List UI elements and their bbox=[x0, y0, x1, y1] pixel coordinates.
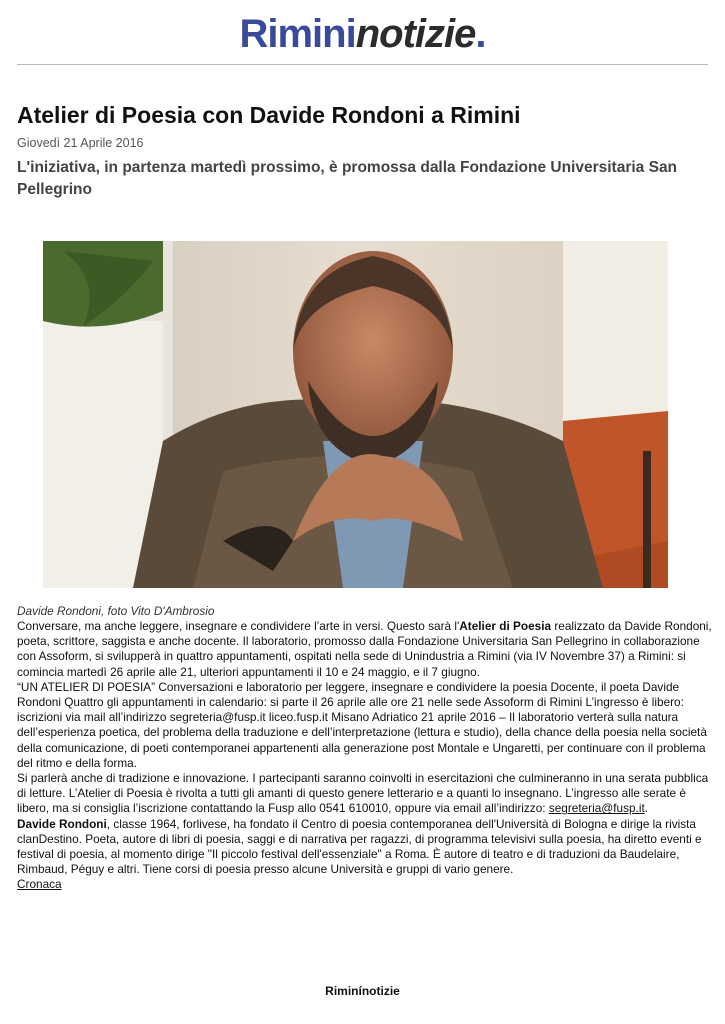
p1-text-a: Conversare, ma anche leggere, insegnare e condividere l’arte in versi. Questo sarà l' bbox=[17, 619, 460, 633]
article-body bbox=[17, 619, 717, 893]
article-subtitle: L'iniziativa, in partenza martedì prossimo, è promossa dalla Fondazione Universitaria San Pellegrino bbox=[17, 159, 678, 198]
footer-site-name: Riminínotizie bbox=[325, 984, 400, 998]
logo-dot: . bbox=[475, 12, 486, 56]
article-date: Giovedì 21 Aprile 2016 bbox=[17, 136, 144, 150]
article-title: Atelier di Poesia con Davide Rondoni a Rimini bbox=[17, 102, 521, 128]
category-row bbox=[17, 877, 717, 892]
email-link[interactable]: segreteria@fusp.it bbox=[548, 801, 645, 816]
p1-text-b: realizzato da Davide Rondoni, poeta, scrittore, saggista e anche docente. Il laboratorio, promosso dalla Fondazione Universitaria San Pellegrino in collaborazione con Assoform, si svilupperà in quattro appuntamenti, ospitati nella sede di Unindustria a Rimini (via IV Novembre 37) a Rimini: si comincia martedì 26 aprile alle 21, ulteriori appuntamenti il 10 e 24 maggio, e il 7 giugno. bbox=[17, 619, 712, 679]
p3-end: . bbox=[644, 801, 649, 816]
paragraph-1 bbox=[17, 619, 717, 680]
logo-rimini: Rimini bbox=[239, 12, 356, 56]
p4-text: , classe 1964, forlivese, ha fondato il Centro di poesia contemporanea dell'Università di Bologna e dirige la rivista clanDestino. Poeta, autore di libri di poesia, saggi e di narrativa per ragazzi, di programma televisivi sulla poesia, ha diretto eventi e festival di poesia, al momento dirige "Il piccolo festival dell'essenziale" a Roma. È autore di teatro e di traduzioni da Baudelaire, Rimbaud, Péguy e altri. Tiene corsi di poesia presso alcune Università e gruppi di vario genere. bbox=[17, 816, 702, 877]
category-link[interactable]: Cronaca bbox=[17, 877, 62, 892]
p4-bold: Davide Rondoni bbox=[17, 816, 107, 831]
site-logo[interactable] bbox=[0, 10, 725, 58]
paragraph-3 bbox=[17, 771, 717, 817]
header-divider bbox=[17, 64, 708, 65]
paragraph-2: “UN ATELIER DI POESIA” Conversazioni e laboratorio per leggere, insegnare e condividere la poesia Docente, il poeta Davide Rondoni Quattro gli appuntamenti in calendario: si parte il 26 aprile alle ore 21 nelle sede Assoform di Rimini L’ingresso è libero: iscrizioni via mail all’indirizzo segreteria@fusp.it liceo.fusp.it Misano Adriatico 21 aprile 2016 – Il laboratorio verterà sulla natura dell’esperienza poetica, del problema della traduzione e dell’interpretazione (lettura e studio), della chance della poesia nella società della comunicazione, di poeti contemporanei appartenenti alla generazione post Montale e Ungaretti, per continuare con il problema del ritmo e della forma. bbox=[17, 679, 707, 770]
p1-bold: Atelier di Poesia bbox=[459, 619, 552, 633]
photo-caption: Davide Rondoni, foto Vito D'Ambrosio bbox=[17, 604, 215, 618]
p3-text: Si parlerà anche di tradizione e innovazione. I partecipanti saranno coinvolti in esercitazioni che culmineranno in una serata pubblica di letture. L’Atelier di Poesia è rivolta a tutti gli amanti di questo genere letterario e a quanti lo insegnano. L’ingresso alle serate è libero, ma si consiglia l’iscrizione contattando la Fusp allo 0541 610010, oppure via email all’indirizzo: bbox=[17, 771, 709, 816]
logo-notizie: notizie bbox=[355, 12, 476, 56]
article-photo bbox=[43, 241, 668, 588]
paragraph-4 bbox=[17, 817, 717, 878]
